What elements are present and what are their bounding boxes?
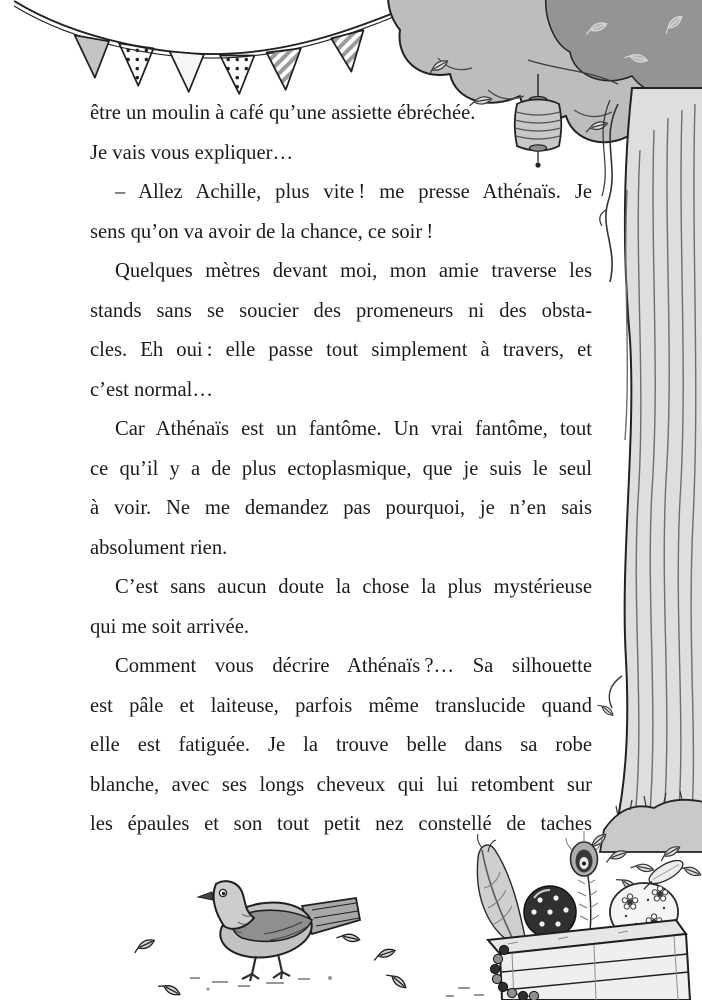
text-line: stands sans se soucier des promeneurs ni des obsta- — [90, 299, 592, 322]
text-line: Je vais vous expliquer… — [90, 141, 294, 164]
text-line: Comment vous décrire Athénaïs ?… Sa silhouette — [115, 655, 592, 677]
pennant-flag-icon — [75, 35, 109, 77]
ground-dashes — [190, 976, 332, 991]
text-line: blanche, avec ses longs cheveux qui lui retombent sur — [90, 773, 592, 796]
text-line: – Allez Achille, plus vite ! me presse Athénaïs. Je — [115, 181, 592, 203]
text-line: les épaules et son tout petit nez constellé de taches — [90, 813, 592, 835]
text-line: Quelques mètres devant moi, mon amie traverse les — [115, 260, 592, 282]
text-line: absolument rien. — [90, 536, 228, 559]
text-line: être un moulin à café qu’une assiette ébréchée. — [90, 102, 476, 124]
basket-illustration — [438, 828, 702, 1000]
ostrich-feather-icon — [477, 834, 526, 946]
tree-trunk — [600, 88, 702, 828]
pennant-flag-icon — [170, 51, 204, 91]
text-line: qui me soit arrivée. — [90, 615, 249, 638]
text-line: est pâle et laiteuse, parfois même translucide quand — [90, 694, 592, 717]
text-line: C’est sans aucun doute la chose la plus mystérieuse — [115, 576, 592, 598]
text-line: cles. Eh oui : elle passe tout simplement à travers, et — [90, 339, 592, 361]
text-line: à voir. Ne me demandez pas pourquoi, je n’en sais — [90, 497, 592, 519]
story-text — [90, 94, 592, 845]
pennant-flag-icon — [331, 30, 363, 71]
pigeon — [198, 881, 360, 981]
ground-dashes — [446, 988, 484, 996]
pennant-flag-icon — [267, 48, 301, 89]
text-line: elle est fatiguée. Je la trouve belle dans sa robe — [90, 734, 592, 756]
pigeon-illustration — [120, 848, 420, 1000]
text-line: c’est normal… — [90, 378, 213, 401]
text-line: ce qu’il y a de plus ectoplasmique, que je suis le seul — [90, 457, 592, 480]
pigeon-beak-icon — [198, 892, 213, 900]
text-line: Car Athénaïs est un fantôme. Un vrai fantôme, tout — [115, 418, 592, 440]
pennant-flag-icon — [119, 43, 153, 85]
pennant-flag-icon — [220, 55, 254, 93]
polka-dot-egg-icon — [524, 886, 576, 938]
text-line: sens qu’on va avoir de la chance, ce soir ! — [90, 220, 434, 243]
